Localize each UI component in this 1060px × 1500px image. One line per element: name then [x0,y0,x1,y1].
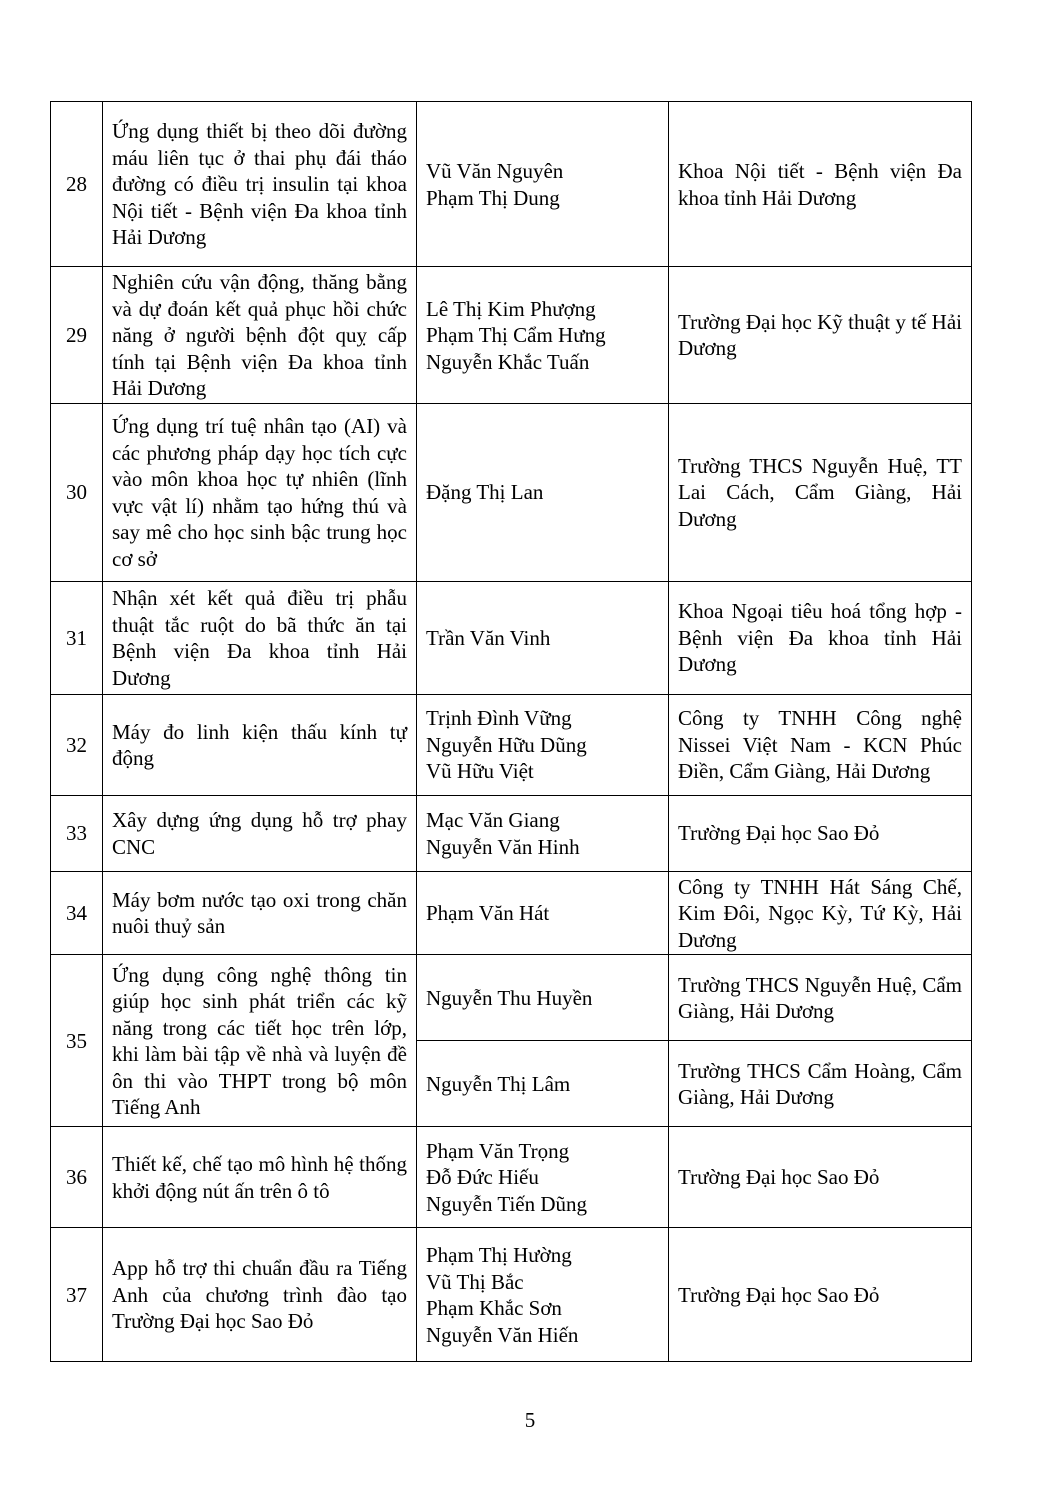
project-authors [417,1228,669,1362]
author-name: Nguyễn Tiến Dũng [426,1191,588,1216]
project-title: App hỗ trợ thi chuẩn đầu ra Tiếng Anh của chương trình đào tạo Trường Đại học Sao Đỏ [103,1228,417,1362]
author-name: Vũ Thị Bắc [426,1269,524,1294]
project-title: Máy bơm nước tạo oxi trong chăn nuôi thuỷ sản [103,871,417,955]
table-row [51,955,972,1041]
project-authors [417,795,669,871]
row-number: 28 [51,102,103,267]
project-unit: Trường THCS Nguyễn Huệ, Cẩm Giàng, Hải Dương [669,955,972,1041]
project-authors [417,1127,669,1228]
author-name: Phạm Thị Dung [426,185,560,210]
author-name: Trần Văn Vinh [426,625,551,650]
table-row [51,403,972,581]
project-authors [417,581,669,694]
row-number: 30 [51,403,103,581]
table-row [51,267,972,404]
project-title: Thiết kế, chế tạo mô hình hệ thống khởi động nút ấn trên ô tô [103,1127,417,1228]
row-number: 31 [51,581,103,694]
row-number: 33 [51,795,103,871]
author-name: Phạm Văn Hát [426,901,550,925]
author-name: Nguyễn Hữu Dũng [426,732,587,757]
project-authors [417,403,669,581]
page-number: 5 [524,1408,536,1432]
author-name: Nguyễn Thu Huyền [426,985,593,1010]
project-unit: Trường Đại học Sao Đỏ [669,1127,972,1228]
author-name: Nguyễn Khắc Tuấn [426,349,590,374]
table-row [51,694,972,795]
table-row [51,871,972,955]
project-unit: Khoa Nội tiết - Bệnh viện Đa khoa tỉnh Hải Dương [669,102,972,267]
project-authors [417,871,669,955]
row-number: 37 [51,1228,103,1362]
row-number: 35 [51,955,103,1127]
author-name: Nguyễn Văn Hinh [426,834,580,859]
table-row [51,795,972,871]
project-unit: Trường Đại học Sao Đỏ [669,1228,972,1362]
project-authors [417,955,669,1041]
project-title: Máy đo linh kiện thấu kính tự động [103,694,417,795]
author-name: Đặng Thị Lan [426,480,544,505]
author-name: Phạm Thị Hường [426,1243,572,1267]
table-row [51,1228,972,1362]
project-authors [417,1041,669,1127]
author-name: Lê Thị Kim Phượng [426,296,596,321]
project-authors [417,267,669,404]
author-name: Trịnh Đình Vững [426,706,572,731]
row-number: 32 [51,694,103,795]
row-number: 34 [51,871,103,955]
project-unit: Trường THCS Cẩm Hoàng, Cẩm Giàng, Hải Dương [669,1041,972,1127]
row-number: 29 [51,267,103,404]
author-name: Phạm Văn Trọng [426,1138,570,1163]
author-name: Nguyễn Thị Lâm [426,1071,571,1096]
project-unit: Trường Đại học Kỹ thuật y tế Hải Dương [669,267,972,404]
project-unit: Khoa Ngoại tiêu hoá tổng hợp - Bệnh viện Đa khoa tỉnh Hải Dương [669,581,972,694]
project-title: Ứng dụng thiết bị theo dõi đường máu liên tục ở thai phụ đái tháo đường có điều trị insulin tại khoa Nội tiết - Bệnh viện Đa khoa tỉnh Hải Dương [103,102,417,267]
table-row [51,581,972,694]
author-name: Vũ Hữu Việt [426,759,534,784]
author-name: Nguyễn Văn Hiến [426,1322,579,1347]
author-name: Đỗ Đức Hiếu [426,1165,539,1190]
author-name: Phạm Khắc Sơn [426,1296,562,1320]
table-row [51,1127,972,1228]
project-authors [417,694,669,795]
project-unit: Công ty TNHH Công nghệ Nissei Việt Nam - KCN Phúc Điền, Cẩm Giàng, Hải Dương [669,694,972,795]
row-number: 36 [51,1127,103,1228]
project-title: Ứng dụng công nghệ thông tin giúp học sinh phát triển các kỹ năng trong các tiết học trên lớp, khi làm bài tập về nhà và luyện đề ôn thi vào THPT trong bộ môn Tiếng Anh [103,955,417,1127]
project-unit: Công ty TNHH Hát Sáng Chế, Kim Đôi, Ngọc Kỳ, Tứ Kỳ, Hải Dương [669,871,972,955]
author-name: Mạc Văn Giang [426,808,560,832]
project-title: Xây dựng ứng dụng hỗ trợ phay CNC [103,795,417,871]
project-authors [417,102,669,267]
author-name: Vũ Văn Nguyên [426,159,564,183]
table-row [51,102,972,267]
projects-table [50,101,972,1362]
project-title: Nghiên cứu vận động, thăng bằng và dự đoán kết quả phục hồi chức năng ở người bệnh đột quỵ cấp tính tại Bệnh viện Đa khoa tỉnh Hải Dương [103,267,417,404]
project-unit: Trường THCS Nguyễn Huệ, TT Lai Cách, Cẩm Giàng, Hải Dương [669,403,972,581]
project-title: Nhận xét kết quả điều trị phẫu thuật tắc ruột do bã thức ăn tại Bệnh viện Đa khoa tỉnh Hải Dương [103,581,417,694]
project-title: Ứng dụng trí tuệ nhân tạo (AI) và các phương pháp dạy học tích cực vào môn khoa học tự nhiên (lĩnh vực vật lí) nhằm tạo hứng thú và say mê cho học sinh bậc trung học cơ sở [103,403,417,581]
project-unit: Trường Đại học Sao Đỏ [669,795,972,871]
author-name: Phạm Thị Cẩm Hưng [426,323,606,347]
